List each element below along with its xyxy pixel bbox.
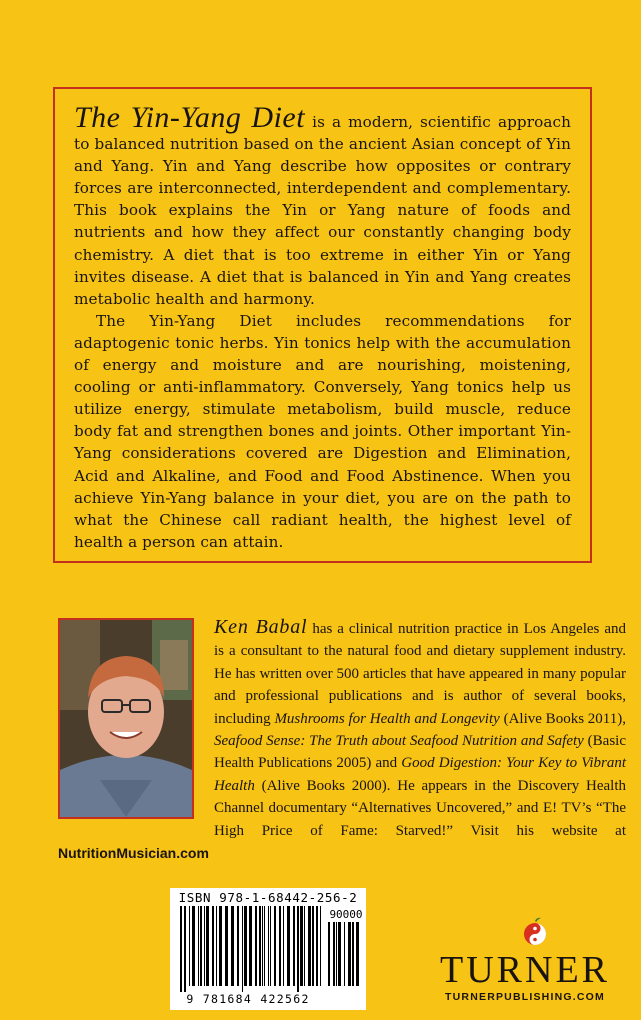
- barcode-bar: [333, 922, 335, 986]
- barcode: [170, 888, 366, 1010]
- book-mushrooms: Mushrooms for Health and Longevity: [274, 710, 500, 727]
- barcode-bar: [189, 906, 190, 986]
- bio-text-2: (Alive Books 2011),: [499, 710, 626, 727]
- author-name: Ken Babal: [214, 616, 308, 638]
- author-bio: [58, 616, 626, 865]
- isbn-label: ISBN 978-1-68442-256-2: [178, 890, 358, 905]
- barcode-bar: [200, 906, 202, 986]
- barcode-bar: [204, 906, 205, 986]
- barcode-bar: [312, 906, 314, 986]
- blurb-paragraph-1-text: is a modern, scientific approach to balanced nutrition based on the ancient Asian concept of Yin and Yang. Yin and Yang describe how opposites or contrary forces are interconnected, interdependent and complementary. This book explains the Yin or Yang nature of foods and nutrients and how they affect our constantly changing body chemistry. A diet that is too extreme in either Yin or Yang invites disease. A diet that is balanced in Yin and Yang creates metabolic health and harmony.: [74, 113, 571, 308]
- barcode-bar: [231, 906, 234, 986]
- bio-text-4: (Alive Books 2000). He appears in the Discovery Health Channel documentary “Alternatives Uncovered,” and E! TV’s “The High Price of Fame: Starved!” Visit his website at: [214, 777, 626, 839]
- book-seafood: Seafood Sense: The Truth about Seafood Nutrition and Safety: [214, 733, 584, 750]
- barcode-bar: [206, 906, 209, 986]
- author-website-link[interactable]: NutritionMusician.com: [58, 845, 209, 862]
- bio-text-1: has a clinical nutrition practice in Los Angeles and is a consultant to the natural food and dietary supplement industry. He has written over 500 articles that have appeared in many popular and professional publications and is author of several books, including: [214, 621, 626, 727]
- barcode-bar: [225, 906, 228, 986]
- book-title: The Yin-Yang Diet: [74, 101, 306, 134]
- barcode-bar: [348, 922, 351, 986]
- barcode-bar: [356, 922, 359, 986]
- barcode-bar: [316, 906, 318, 986]
- barcode-bar: [192, 906, 195, 986]
- barcode-bar: [198, 906, 199, 986]
- barcode-bar: [242, 906, 243, 992]
- barcode-bar: [344, 922, 345, 986]
- barcode-bar: [320, 906, 321, 986]
- barcode-bar: [212, 906, 214, 986]
- barcode-bar: [219, 906, 222, 986]
- barcode-bar: [293, 906, 295, 986]
- barcode-digits: 9 781684 422562: [186, 992, 310, 1006]
- barcode-bar: [287, 906, 290, 986]
- publisher-name: TURNER: [440, 949, 610, 991]
- barcode-bar: [300, 906, 303, 986]
- barcode-bar: [328, 922, 330, 986]
- barcode-bar: [270, 906, 271, 986]
- barcode-bar: [274, 906, 276, 986]
- blurb-paragraph-2: The Yin-Yang Diet includes recommendations for adaptogenic tonic herbs. Yin tonics help with the accumulation of energy and moisture and are nourishing, moistening, cooling or anti-inflammatory. Conversely, Yang tonics help us utilize energy, stimulate metabolism, build muscle, reduce body fat and strengthen bones and joints. Other important Yin-Yang considerations covered are Digestion and Elimination, Acid and Alkaline, and Food and Food Abstinence. When you achieve Yin-Yang balance in your diet, you are on the path to what the Chinese call radiant health, the highest level of health a person can attain.: [74, 311, 571, 551]
- barcode-bar: [237, 906, 239, 986]
- barcode-bar: [352, 922, 354, 986]
- book-digestion: Good Digestion: Your Key to Vibrant Health: [214, 755, 626, 794]
- photo-spacer: [58, 616, 194, 830]
- barcode-bars: [180, 906, 324, 992]
- yin-yang-logo: [522, 917, 548, 947]
- bio-text-3: (Basic Health Publications 2005) and: [214, 733, 626, 772]
- barcode-bar: [283, 906, 284, 986]
- barcode-bar: [180, 906, 182, 992]
- barcode-bar: [297, 906, 299, 992]
- barcode-bar: [308, 906, 311, 986]
- blurb-paragraph-1: [74, 101, 571, 310]
- barcode-addon-bars: [328, 922, 362, 992]
- barcode-bar: [304, 906, 305, 986]
- barcode-bar: [255, 906, 257, 986]
- barcode-bar: [184, 906, 186, 992]
- blurb-frame: [53, 87, 592, 563]
- barcode-bar: [249, 906, 252, 986]
- publisher-url[interactable]: TURNERPUBLISHING.COM: [445, 991, 605, 1003]
- barcode-bar: [259, 906, 261, 986]
- barcode-bar: [244, 906, 247, 986]
- barcode-addon-digits: 90000: [329, 908, 363, 921]
- barcode-bar: [264, 906, 265, 986]
- barcode-bar: [336, 922, 337, 986]
- barcode-bar: [338, 922, 341, 986]
- barcode-bar: [262, 906, 263, 986]
- barcode-bar: [268, 906, 269, 986]
- barcode-bar: [279, 906, 281, 986]
- barcode-bar: [216, 906, 217, 986]
